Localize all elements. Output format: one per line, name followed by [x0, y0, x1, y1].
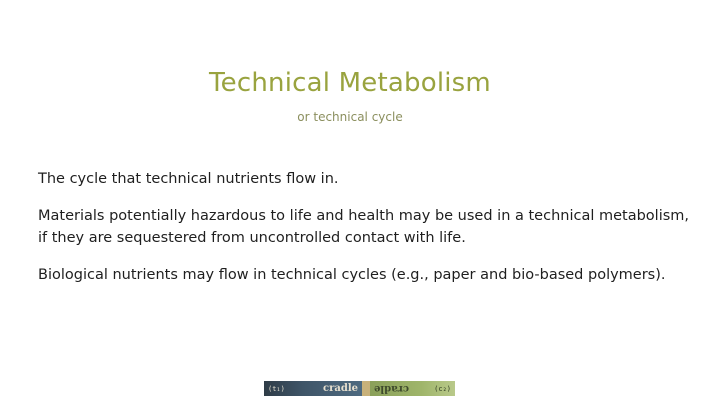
- body-paragraph-3: Biological nutrients may flow in technical cycles (e.g., paper and bio-based polymers).: [38, 267, 666, 283]
- cradle-to-cradle-logo-banner: [264, 381, 455, 396]
- body-paragraph-2: Materials potentially hazardous to life and health may be used in a technical metabolism, if they are sequestered from uncontrolled contact with life.: [38, 208, 690, 246]
- banner-word-right-mirrored: cradle: [374, 383, 409, 394]
- banner-right-segment: [370, 381, 455, 396]
- body-paragraph-1: The cycle that technical nutrients flow in.: [38, 171, 339, 187]
- banner-right-mark: (c₂): [434, 384, 451, 393]
- slide-body: [38, 168, 698, 301]
- banner-left-mark: (t₁): [268, 384, 285, 393]
- slide-subtitle: or technical cycle: [297, 110, 403, 124]
- slide-title: Technical Metabolism: [209, 68, 491, 98]
- banner-middle-segment: [362, 381, 370, 396]
- banner-word-left: cradle: [323, 383, 358, 394]
- banner-left-segment: [264, 381, 362, 396]
